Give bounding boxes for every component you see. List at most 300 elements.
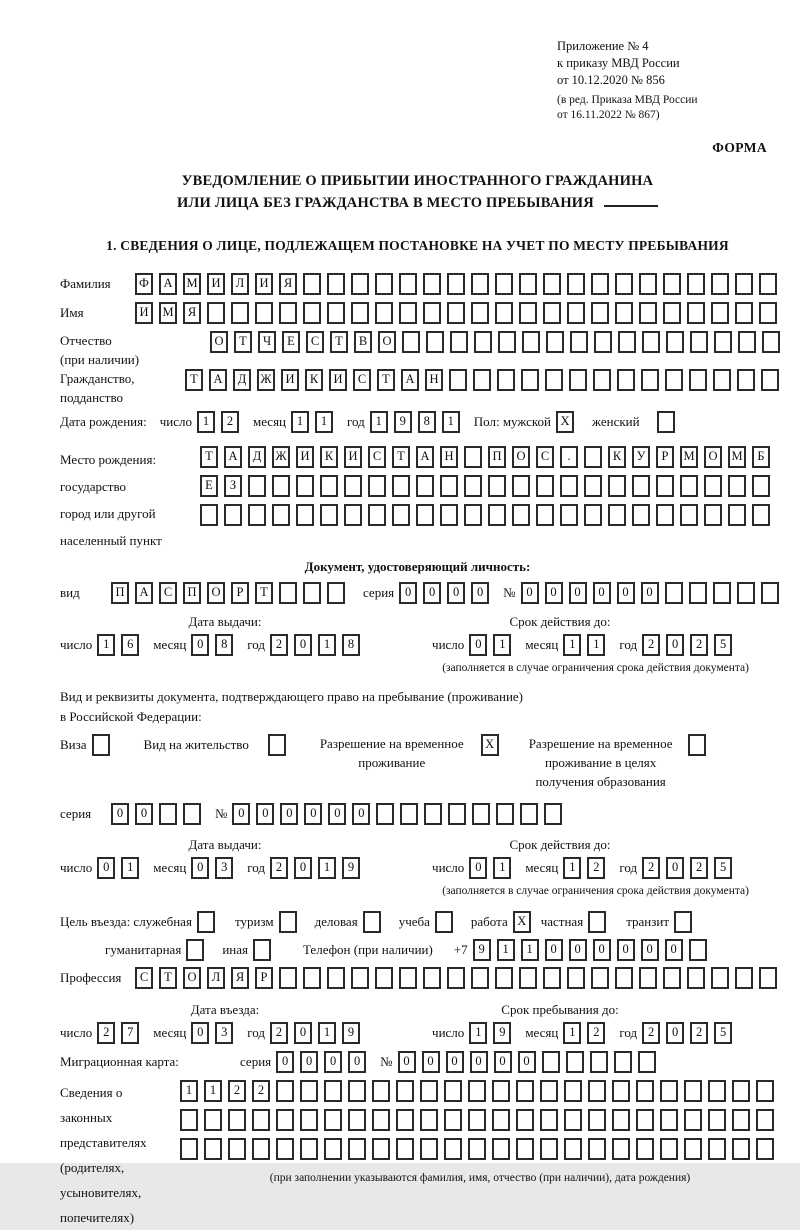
cell[interactable]: 9	[493, 1022, 511, 1044]
cell[interactable]	[416, 504, 434, 526]
cell[interactable]	[327, 967, 345, 989]
cell[interactable]	[492, 1109, 510, 1131]
cell[interactable]: 1	[180, 1080, 198, 1102]
cell[interactable]	[560, 475, 578, 497]
cell[interactable]	[612, 1109, 630, 1131]
cell[interactable]	[687, 273, 705, 295]
cell[interactable]: Ж	[272, 446, 290, 468]
cell[interactable]	[689, 582, 707, 604]
cell[interactable]	[224, 504, 242, 526]
cell[interactable]: 1	[315, 411, 333, 433]
cell[interactable]	[327, 582, 345, 604]
cell[interactable]: С	[536, 446, 554, 468]
cell[interactable]	[327, 273, 345, 295]
cell[interactable]	[279, 582, 297, 604]
cell[interactable]	[440, 504, 458, 526]
cell[interactable]	[594, 331, 612, 353]
cell[interactable]: Т	[330, 331, 348, 353]
temp-residence-checkbox[interactable]: X	[481, 734, 499, 756]
cell[interactable]	[492, 1080, 510, 1102]
cell[interactable]: Н	[425, 369, 443, 391]
cell[interactable]: И	[281, 369, 299, 391]
cell[interactable]: 0	[446, 1051, 464, 1073]
cell[interactable]	[159, 803, 177, 825]
cell[interactable]: 9	[473, 939, 491, 961]
cell[interactable]	[591, 302, 609, 324]
cell[interactable]	[656, 504, 674, 526]
cell[interactable]: 0	[641, 939, 659, 961]
cell[interactable]: 3	[215, 857, 233, 879]
cell[interactable]: З	[224, 475, 242, 497]
cell[interactable]: Б	[752, 446, 770, 468]
cell[interactable]	[180, 1109, 198, 1131]
cell[interactable]: Т	[392, 446, 410, 468]
cell[interactable]: 1	[442, 411, 460, 433]
cell[interactable]: П	[111, 582, 129, 604]
cell[interactable]	[641, 369, 659, 391]
cell[interactable]	[464, 475, 482, 497]
cell[interactable]	[276, 1109, 294, 1131]
cell[interactable]	[420, 1138, 438, 1160]
cell[interactable]	[426, 331, 444, 353]
cell[interactable]	[642, 331, 660, 353]
cell[interactable]	[252, 1109, 270, 1131]
cell[interactable]	[656, 475, 674, 497]
cell[interactable]	[368, 504, 386, 526]
cell[interactable]: 0	[399, 582, 417, 604]
cell[interactable]: 1	[370, 411, 388, 433]
cell[interactable]	[711, 302, 729, 324]
gender-female-checkbox[interactable]	[657, 411, 675, 433]
cell[interactable]: П	[183, 582, 201, 604]
cell[interactable]	[761, 369, 779, 391]
cell[interactable]	[348, 1109, 366, 1131]
cell[interactable]: 2	[690, 857, 708, 879]
cell[interactable]: 2	[97, 1022, 115, 1044]
cell[interactable]	[762, 331, 780, 353]
cell[interactable]: 0	[294, 634, 312, 656]
cell[interactable]: 0	[328, 803, 346, 825]
cell[interactable]	[660, 1138, 678, 1160]
cell[interactable]: Ж	[257, 369, 275, 391]
cell[interactable]	[756, 1138, 774, 1160]
cell[interactable]	[564, 1138, 582, 1160]
cell[interactable]	[544, 803, 562, 825]
cell[interactable]: М	[159, 302, 177, 324]
cell[interactable]	[759, 273, 777, 295]
cell[interactable]: 1	[497, 939, 515, 961]
cell[interactable]	[344, 475, 362, 497]
cell[interactable]: 1	[493, 634, 511, 656]
cell[interactable]: А	[224, 446, 242, 468]
cell[interactable]	[207, 302, 225, 324]
cell[interactable]	[450, 331, 468, 353]
cell[interactable]	[632, 475, 650, 497]
cell[interactable]: А	[416, 446, 434, 468]
cell[interactable]: 2	[587, 1022, 605, 1044]
cell[interactable]: М	[728, 446, 746, 468]
cell[interactable]: 0	[666, 857, 684, 879]
cell[interactable]	[519, 967, 537, 989]
cell[interactable]: 5	[714, 1022, 732, 1044]
cell[interactable]	[300, 1080, 318, 1102]
cell[interactable]	[536, 504, 554, 526]
cell[interactable]	[200, 504, 218, 526]
cell[interactable]	[279, 302, 297, 324]
cell[interactable]	[689, 939, 707, 961]
cell[interactable]	[272, 504, 290, 526]
cell[interactable]	[615, 302, 633, 324]
cell[interactable]	[735, 967, 753, 989]
cell[interactable]	[516, 1080, 534, 1102]
cell[interactable]: Я	[183, 302, 201, 324]
cell[interactable]: 1	[563, 634, 581, 656]
cell[interactable]	[663, 273, 681, 295]
cell[interactable]: 2	[270, 634, 288, 656]
cell[interactable]: Р	[231, 582, 249, 604]
cell[interactable]	[400, 803, 418, 825]
cell[interactable]	[732, 1109, 750, 1131]
cell[interactable]	[684, 1138, 702, 1160]
cell[interactable]	[471, 302, 489, 324]
cell[interactable]	[584, 446, 602, 468]
cell[interactable]: Ф	[135, 273, 153, 295]
cell[interactable]: 0	[97, 857, 115, 879]
cell[interactable]	[584, 475, 602, 497]
cell[interactable]	[636, 1109, 654, 1131]
cell[interactable]	[752, 475, 770, 497]
cell[interactable]	[279, 967, 297, 989]
cell[interactable]	[468, 1109, 486, 1131]
cell[interactable]	[618, 331, 636, 353]
cell[interactable]	[372, 1109, 390, 1131]
cell[interactable]	[560, 504, 578, 526]
cell[interactable]	[665, 369, 683, 391]
cell[interactable]: М	[680, 446, 698, 468]
cell[interactable]	[614, 1051, 632, 1073]
cell[interactable]	[464, 504, 482, 526]
purpose-official-checkbox[interactable]	[197, 911, 215, 933]
cell[interactable]: Я	[279, 273, 297, 295]
cell[interactable]: Т	[159, 967, 177, 989]
cell[interactable]: 0	[191, 634, 209, 656]
cell[interactable]: 2	[252, 1080, 270, 1102]
cell[interactable]	[516, 1109, 534, 1131]
cell[interactable]	[447, 967, 465, 989]
cell[interactable]: И	[255, 273, 273, 295]
cell[interactable]	[704, 504, 722, 526]
cell[interactable]: 0	[617, 939, 635, 961]
cell[interactable]	[520, 803, 538, 825]
purpose-transit-checkbox[interactable]	[674, 911, 692, 933]
cell[interactable]	[711, 967, 729, 989]
cell[interactable]	[708, 1080, 726, 1102]
cell[interactable]	[424, 803, 442, 825]
cell[interactable]: 0	[469, 857, 487, 879]
cell[interactable]	[569, 369, 587, 391]
cell[interactable]	[324, 1138, 342, 1160]
cell[interactable]	[522, 331, 540, 353]
cell[interactable]	[615, 273, 633, 295]
cell[interactable]: 8	[215, 634, 233, 656]
cell[interactable]: 0	[348, 1051, 366, 1073]
cell[interactable]	[593, 369, 611, 391]
cell[interactable]	[732, 1138, 750, 1160]
cell[interactable]	[375, 273, 393, 295]
cell[interactable]: А	[401, 369, 419, 391]
cell[interactable]: А	[209, 369, 227, 391]
cell[interactable]	[584, 504, 602, 526]
cell[interactable]	[588, 1138, 606, 1160]
cell[interactable]: 1	[469, 1022, 487, 1044]
cell[interactable]: 2	[690, 634, 708, 656]
cell[interactable]	[519, 273, 537, 295]
cell[interactable]: Л	[207, 967, 225, 989]
cell[interactable]: А	[135, 582, 153, 604]
cell[interactable]	[471, 273, 489, 295]
cell[interactable]	[300, 1138, 318, 1160]
cell[interactable]	[617, 369, 635, 391]
cell[interactable]	[183, 803, 201, 825]
cell[interactable]	[248, 475, 266, 497]
cell[interactable]: 0	[521, 582, 539, 604]
cell[interactable]: 2	[642, 857, 660, 879]
cell[interactable]	[536, 475, 554, 497]
temp-residence-education-checkbox[interactable]	[688, 734, 706, 756]
cell[interactable]	[639, 967, 657, 989]
cell[interactable]: 0	[569, 582, 587, 604]
cell[interactable]	[276, 1138, 294, 1160]
cell[interactable]	[449, 369, 467, 391]
cell[interactable]	[540, 1080, 558, 1102]
purpose-humanitarian-checkbox[interactable]	[186, 939, 204, 961]
cell[interactable]	[680, 475, 698, 497]
cell[interactable]	[488, 475, 506, 497]
cell[interactable]	[276, 1080, 294, 1102]
cell[interactable]	[666, 331, 684, 353]
cell[interactable]	[423, 967, 441, 989]
cell[interactable]	[303, 582, 321, 604]
cell[interactable]	[756, 1109, 774, 1131]
cell[interactable]	[639, 273, 657, 295]
cell[interactable]: Д	[248, 446, 266, 468]
cell[interactable]: П	[488, 446, 506, 468]
cell[interactable]	[689, 369, 707, 391]
cell[interactable]	[416, 475, 434, 497]
cell[interactable]	[704, 475, 722, 497]
cell[interactable]	[327, 302, 345, 324]
cell[interactable]	[638, 1051, 656, 1073]
cell[interactable]	[372, 1138, 390, 1160]
cell[interactable]	[684, 1109, 702, 1131]
cell[interactable]: 2	[642, 634, 660, 656]
cell[interactable]: С	[306, 331, 324, 353]
cell[interactable]: Т	[255, 582, 273, 604]
cell[interactable]: 8	[418, 411, 436, 433]
cell[interactable]	[545, 369, 563, 391]
cell[interactable]	[660, 1080, 678, 1102]
cell[interactable]	[303, 273, 321, 295]
cell[interactable]	[471, 967, 489, 989]
cell[interactable]	[351, 273, 369, 295]
cell[interactable]: Н	[440, 446, 458, 468]
cell[interactable]: О	[210, 331, 228, 353]
cell[interactable]	[252, 1138, 270, 1160]
cell[interactable]: 0	[300, 1051, 318, 1073]
cell[interactable]: Р	[255, 967, 273, 989]
cell[interactable]: С	[135, 967, 153, 989]
cell[interactable]: 0	[276, 1051, 294, 1073]
cell[interactable]	[546, 331, 564, 353]
cell[interactable]	[540, 1138, 558, 1160]
cell[interactable]: Р	[656, 446, 674, 468]
cell[interactable]: 1	[197, 411, 215, 433]
cell[interactable]	[708, 1109, 726, 1131]
cell[interactable]	[756, 1080, 774, 1102]
cell[interactable]: 2	[690, 1022, 708, 1044]
cell[interactable]	[447, 302, 465, 324]
cell[interactable]: Ч	[258, 331, 276, 353]
cell[interactable]: И	[329, 369, 347, 391]
cell[interactable]	[665, 582, 683, 604]
cell[interactable]: Д	[233, 369, 251, 391]
cell[interactable]	[392, 475, 410, 497]
cell[interactable]	[759, 967, 777, 989]
cell[interactable]: С	[353, 369, 371, 391]
cell[interactable]	[735, 302, 753, 324]
cell[interactable]: 1	[587, 634, 605, 656]
cell[interactable]	[608, 504, 626, 526]
cell[interactable]: 0	[447, 582, 465, 604]
cell[interactable]	[543, 302, 561, 324]
cell[interactable]: 1	[318, 857, 336, 879]
cell[interactable]	[423, 302, 441, 324]
cell[interactable]: Т	[234, 331, 252, 353]
cell[interactable]: М	[183, 273, 201, 295]
cell[interactable]	[495, 302, 513, 324]
purpose-work-checkbox[interactable]: X	[513, 911, 531, 933]
cell[interactable]	[752, 504, 770, 526]
cell[interactable]	[588, 1080, 606, 1102]
cell[interactable]	[399, 967, 417, 989]
cell[interactable]: 0	[280, 803, 298, 825]
cell[interactable]: О	[512, 446, 530, 468]
cell[interactable]	[497, 369, 515, 391]
cell[interactable]	[492, 1138, 510, 1160]
purpose-tourism-checkbox[interactable]	[279, 911, 297, 933]
cell[interactable]	[680, 504, 698, 526]
purpose-private-checkbox[interactable]	[588, 911, 606, 933]
cell[interactable]: 0	[545, 939, 563, 961]
cell[interactable]	[612, 1080, 630, 1102]
cell[interactable]	[488, 504, 506, 526]
cell[interactable]	[320, 504, 338, 526]
cell[interactable]	[272, 475, 290, 497]
cell[interactable]: 0	[593, 939, 611, 961]
purpose-other-checkbox[interactable]	[253, 939, 271, 961]
cell[interactable]: 0	[191, 1022, 209, 1044]
cell[interactable]	[248, 504, 266, 526]
cell[interactable]: 0	[617, 582, 635, 604]
cell[interactable]: 0	[191, 857, 209, 879]
cell[interactable]	[732, 1080, 750, 1102]
cell[interactable]	[447, 273, 465, 295]
cell[interactable]: 7	[121, 1022, 139, 1044]
purpose-business-checkbox[interactable]	[363, 911, 381, 933]
cell[interactable]: И	[296, 446, 314, 468]
cell[interactable]: 2	[587, 857, 605, 879]
cell[interactable]: 3	[215, 1022, 233, 1044]
cell[interactable]: 1	[318, 1022, 336, 1044]
cell[interactable]	[348, 1080, 366, 1102]
cell[interactable]	[612, 1138, 630, 1160]
cell[interactable]	[368, 475, 386, 497]
cell[interactable]	[420, 1080, 438, 1102]
cell[interactable]	[564, 1109, 582, 1131]
cell[interactable]	[375, 967, 393, 989]
cell[interactable]: 9	[394, 411, 412, 433]
cell[interactable]: 0	[593, 582, 611, 604]
cell[interactable]	[687, 302, 705, 324]
cell[interactable]: 5	[714, 634, 732, 656]
cell[interactable]: Е	[282, 331, 300, 353]
cell[interactable]	[396, 1080, 414, 1102]
cell[interactable]	[474, 331, 492, 353]
cell[interactable]: 0	[423, 582, 441, 604]
cell[interactable]	[737, 369, 755, 391]
cell[interactable]: 0	[665, 939, 683, 961]
cell[interactable]: 1	[291, 411, 309, 433]
cell[interactable]	[660, 1109, 678, 1131]
cell[interactable]: 0	[471, 582, 489, 604]
cell[interactable]	[761, 582, 779, 604]
cell[interactable]	[402, 331, 420, 353]
cell[interactable]	[567, 302, 585, 324]
cell[interactable]: 1	[563, 857, 581, 879]
cell[interactable]	[423, 273, 441, 295]
cell[interactable]: 2	[642, 1022, 660, 1044]
cell[interactable]	[300, 1109, 318, 1131]
cell[interactable]	[566, 1051, 584, 1073]
cell[interactable]	[608, 475, 626, 497]
cell[interactable]	[713, 369, 731, 391]
cell[interactable]	[591, 967, 609, 989]
residence-permit-checkbox[interactable]	[268, 734, 286, 756]
cell[interactable]	[512, 475, 530, 497]
cell[interactable]: 0	[135, 803, 153, 825]
cell[interactable]	[392, 504, 410, 526]
cell[interactable]: И	[344, 446, 362, 468]
cell[interactable]: 2	[270, 1022, 288, 1044]
cell[interactable]	[543, 967, 561, 989]
cell[interactable]	[737, 582, 755, 604]
cell[interactable]: К	[608, 446, 626, 468]
cell[interactable]: Т	[185, 369, 203, 391]
cell[interactable]: 0	[545, 582, 563, 604]
cell[interactable]	[590, 1051, 608, 1073]
cell[interactable]: О	[378, 331, 396, 353]
cell[interactable]	[255, 302, 273, 324]
cell[interactable]	[714, 331, 732, 353]
cell[interactable]	[296, 475, 314, 497]
cell[interactable]	[444, 1080, 462, 1102]
cell[interactable]: В	[354, 331, 372, 353]
cell[interactable]	[440, 475, 458, 497]
cell[interactable]: О	[704, 446, 722, 468]
cell[interactable]	[711, 273, 729, 295]
cell[interactable]	[632, 504, 650, 526]
cell[interactable]	[444, 1109, 462, 1131]
